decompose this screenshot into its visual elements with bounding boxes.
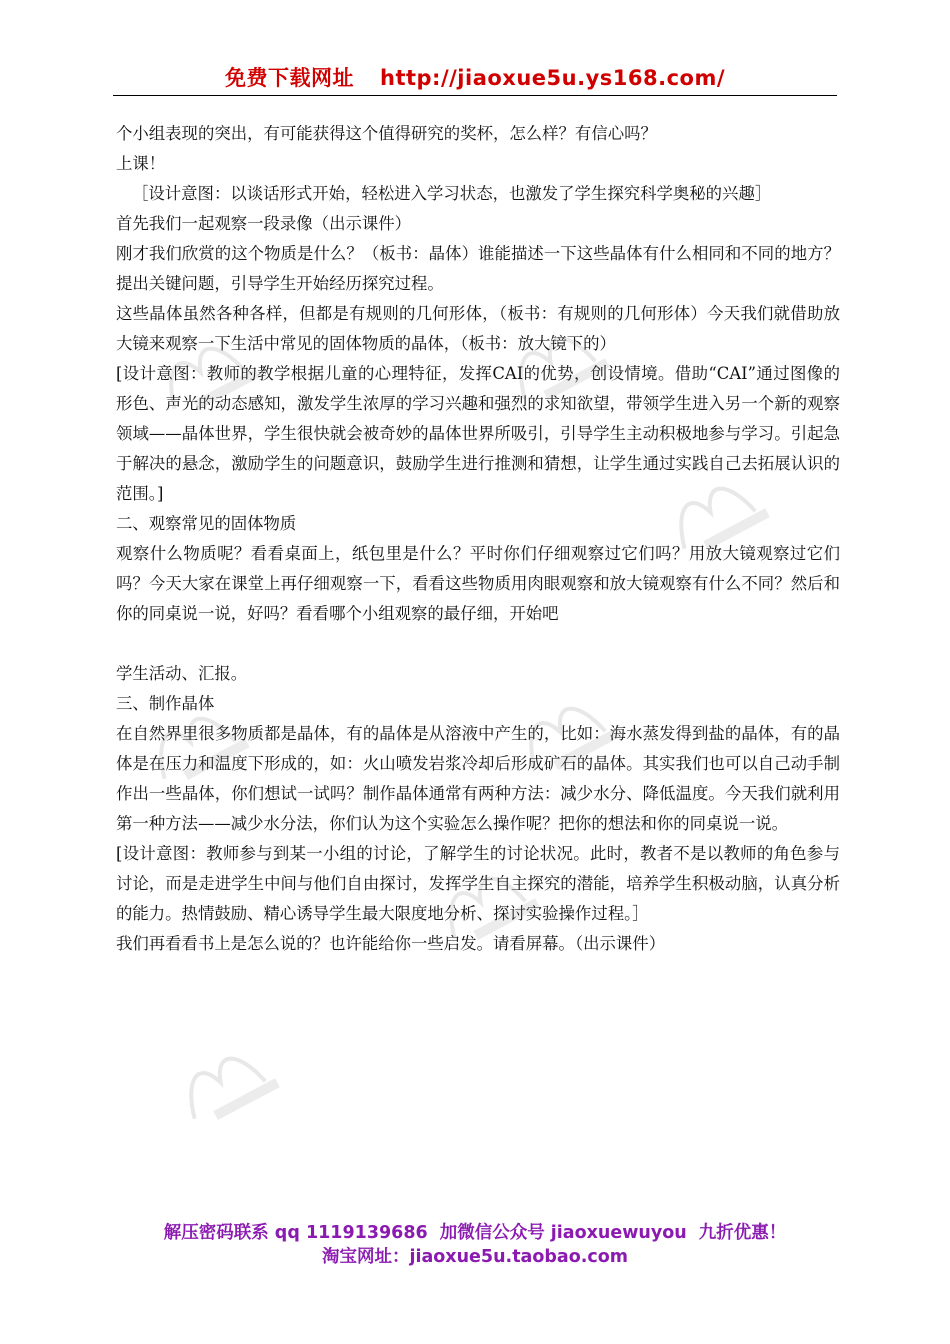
section-heading: 二、观察常见的固体物质 [116,514,297,533]
footer-taobao-link[interactable]: 淘宝网址：jiaoxue5u.taobao.com [321,1247,629,1267]
design-note: [设计意图：教师参与到某一小组的讨论，了解学生的讨论状况。此时，教者不是以教师的角色参与讨论，而是走进学生中间与他们自由探讨，发挥学生自主探究的潜能，培养学生积极动脑，认真分析的能力。热情鼓励、精心诱导学生最大限度地分析、探讨实验操作过程。］ [116,844,840,923]
paragraph: 学生活动、汇报。 [116,664,248,683]
blank-line [116,629,840,659]
footer-contact-line [0,1219,950,1244]
paragraph: 观察什么物质呢？看看桌面上，纸包里是什么？平时你们仔细观察过它们吗？用放大镜观察过它们吗？今天大家在课堂上再仔细观察一下，看看这些物质用肉眼观察和放大镜观察有什么不同？然后和你的同桌说一说，好吗？看看哪个小组观察的最仔细，开始吧 [116,544,840,623]
paragraph: 在自然界里很多物质都是晶体，有的晶体是从溶液中产生的，比如：海水蒸发得到盐的晶体，有的晶体是在压力和温度下形成的，如：火山喷发岩浆冷却后形成矿石的晶体。其实我们也可以自己动手制作出一些晶体，你们想试一试吗？制作晶体通常有两种方法：减少水分、降低温度。今天我们就利用第一种方法——减少水分法，你们认为这个实验怎么操作呢？把你的想法和你的同桌说一说。 [116,724,840,833]
section-heading: 三、制作晶体 [116,694,215,713]
paragraph: 个小组表现的突出，有可能获得这个值得研究的奖杯，怎么样？有信心吗？ [116,124,657,143]
design-note: [设计意图：教师的教学根据儿童的心理特征，发挥CAI的优势，创设情境。借助“CAI”通过图像的形色、声光的动态感知，激发学生浓厚的学习兴趣和强烈的求知欲望，带领学生进入另一个新的观察领域——晶体世界，学生很快就会被奇妙的晶体世界所吸引，引导学生主动积极地参与学习。引起急于解决的悬念，激励学生的问题意识，鼓励学生进行推测和猜想，让学生通过实践自己去拓展认识的范围。] [116,364,840,503]
paragraph: 刚才我们欣赏的这个物质是什么？（板书：晶体）谁能描述一下这些晶体有什么相同和不同的地方？提出关键问题，引导学生开始经历探究过程。 [116,244,840,293]
paragraph: 这些晶体虽然各种各样，但都是有规则的几何形体，（板书：有规则的几何形体）今天我们就借助放大镜来观察一下生活中常见的固体物质的晶体，（板书：放大镜下的） [116,304,840,353]
paragraph: 首先我们一起观察一段录像（出示课件） [116,214,412,233]
footer-wechat: 加微信公众号 jiaoxuewuyou [439,1223,687,1243]
header-divider [113,95,837,96]
footer-qq: 解压密码联系 qq 1119139686 [163,1223,428,1243]
header-label: 免费下载网址 [225,66,354,90]
header-download-link[interactable] [0,62,950,92]
footer-discount: 九折优惠！ [698,1223,787,1243]
document-body [116,119,840,959]
watermark-logo-icon [149,1014,301,1146]
header-url[interactable]: http://jiaoxue5u.ys168.com/ [380,66,725,90]
paragraph: 我们再看看书上是怎么说的？也许能给你一些启发。请看屏幕。（出示课件） [116,934,666,953]
design-note: ［设计意图：以谈话形式开始，轻松进入学习状态，也激发了学生探究科学奥秘的兴趣］ [132,184,772,203]
paragraph: 上课！ [116,154,166,173]
